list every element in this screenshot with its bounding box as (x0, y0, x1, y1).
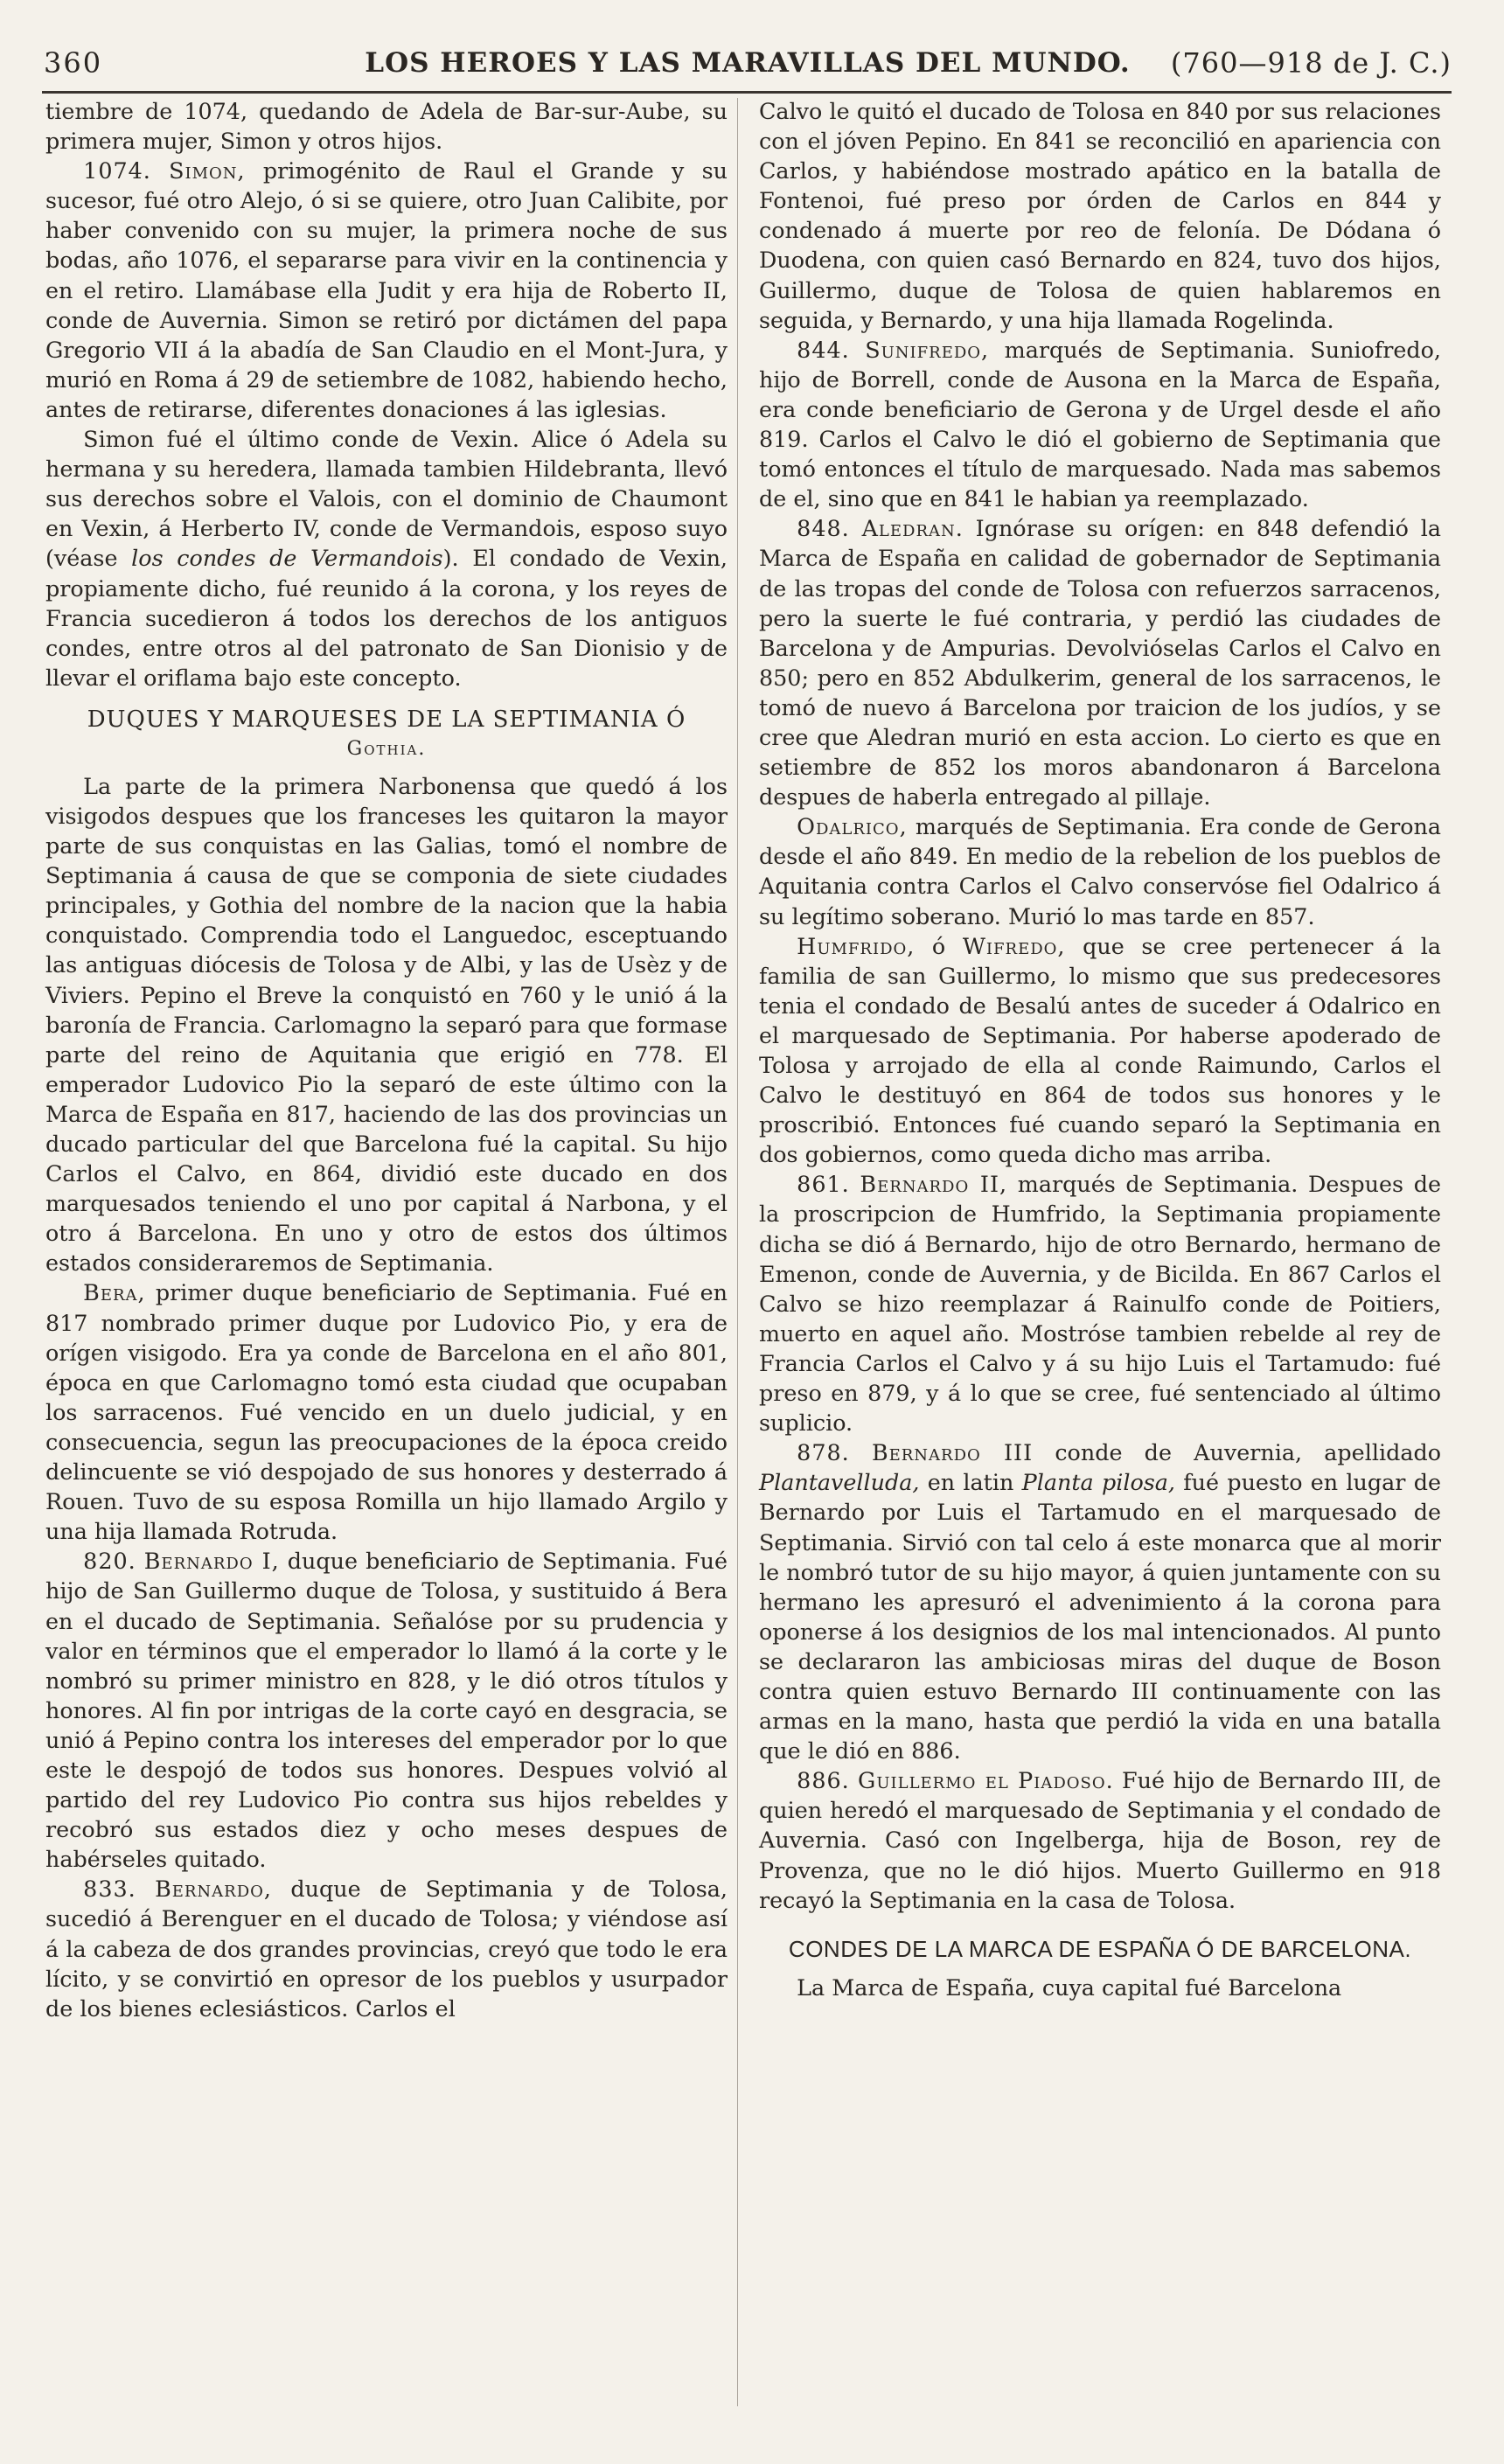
column-separator (737, 98, 738, 2406)
entry-text: duque de Septimania y de Tolosa, sucedió á Berenguer en el ducado de Tolosa; y viéndose así á la cabeza de dos grandes provincias, creyó que todo le era lícito, y se convirtió en opresor de los pueblos y usurpador de los bienes eclesiásticos. Carlos el (45, 1876, 728, 2022)
italic-term: Planta pilosa, (1021, 1469, 1175, 1496)
italic-reference: los condes de Vermandois (131, 545, 443, 572)
paragraph-text: Simon fué el último conde de Vexin. Alice ó Adela su hermana y su heredera, llamada tambien Hildebranta, llevó sus derechos sobre el Valois, con el dominio de Chaumont en Vexin, á Herberto IV, conde de Vermandois, esposo suyo (véase (45, 426, 728, 572)
entry-name: Odalrico, (797, 813, 908, 840)
section-title: DUQUES Y MARQUESES DE LA SEPTIMANIA Ó (87, 706, 686, 733)
entry-year: 833. (83, 1876, 136, 1903)
entry-text: Ignórase su orígen: en 848 defendió la Marca de España en calidad de gobernador de Septimania de las tropas del conde de Tolosa con refuerzos sarracenos, pero la suerte le fué contraria, y perdió las ciudades de Barcelona y de Ampurias. Devolvióselas Carlos el Calvo en 850; pero en 852 Abdulkerim, general de los sarracenos, le tomó de nuevo á Barcelona por traicion de los judíos, y se cree que Aledran murió en esta accion. Lo cierto es que en setiembre de 852 los moros abandonaron á Barcelona despues de haberla entregado al pillaje. (759, 515, 1441, 811)
entry-text: que se cree pertenecer á la familia de san Guillermo, lo mismo que sus predecesores tenia el condado de Besalú antes de suceder á Odalrico en el marquesado de Septimania. Por haberse apoderado de Tolosa y arrojado de ella al conde Raimundo, Carlos el Calvo le destituyó en 864 de todos sus honores y le proscribió. Entonces fué cuando separó la Septimania en dos gobiernos, como queda dicho mas arriba. (759, 932, 1441, 1168)
paragraph (759, 335, 1441, 514)
entry-year: 886. (797, 1767, 850, 1794)
paragraph-text: ). El condado de Vexin, propiamente dicho, fué reunido á la corona, y los reyes de Francia sucedieron á todos los derechos de los antiguos condes, entre otros al del patronato de San Dionisio y de llevar el oriflama bajo este concepto. (45, 545, 728, 691)
entry-year: 878. (797, 1439, 850, 1466)
paragraph: Calvo le quitó el ducado de Tolosa en 840 por sus relaciones con el jóven Pepino. En 841 se reconcilió en apariencia con Carlos, y habiéndose mostrado apático en la batalla de Fontenoi, fué preso por órden de Carlos en 844 y condenado á muerte por reo de felonía. De Dódana ó Duodena, con quien casó Bernardo en 824, tuvo dos hijos, Guillermo, duque de Tolosa de quien hablaremos en seguida, y Bernardo, y una hija llamada Rogelinda. (759, 98, 1441, 333)
paragraph (759, 931, 1441, 1170)
section-subtitle: Gothia. (346, 737, 427, 760)
entry-text: fué puesto en lugar de Bernardo por Luis el Tartamudo en el marquesado de Septimania. Sirvió con tal celo á este monarca que al morir le nombró tutor de su hijo mayor, á quien juntamente con su hermano les apresuró el advenimiento á la corona para oponerse á los designios de los mal intencionados. Al punto se declararon las ambiciosas miras del duque de Boson contra quien estuvo Bernardo III continuamente con las armas en la mano, hasta que perdió la vida en una batalla que le dió en 886. (759, 1469, 1441, 1764)
paragraph (759, 1765, 1441, 1914)
paragraph (759, 1437, 1441, 1765)
right-column (759, 96, 1441, 2002)
entry-text: marqués de Septimania. Suniofredo, hijo de Borrell, conde de Ausona en la Marca de España, era conde beneficiario de Gerona y de Urgel desde el año 819. Carlos el Calvo le dió el gobierno de Septimania que tomó entonces el título de marquesado. Nada mas sabemos de el, sino que en 841 le habian ya reemplazado. (759, 336, 1441, 512)
entry-text: ó (915, 932, 963, 959)
entry-year: 861. (797, 1171, 850, 1198)
date-range: (760—918 de J. C.) (1170, 46, 1452, 80)
entry-year: 820. (83, 1548, 136, 1575)
entry-year: 844. (797, 336, 850, 363)
entry-name: Bernardo III (871, 1439, 1034, 1466)
entry-text: primer duque beneficiario de Septimania. Fué en 817 nombrado primer duque por Ludovico Pio, y era de orígen visigodo. Era ya conde de Barcelona en el año 801, época en que Carlomagno tomó esta ciudad que ocupaban los sarracenos. Fué vencido en un duelo judicial, y en consecuencia, segun las preocupaciones de la época creido delincuente se vió despojado de sus honores y desterrado á Rouen. Tuvo de su esposa Romilla un hijo llamado Argilo y una hija llamada Rotruda. (45, 1279, 728, 1545)
entry-text: en latin (919, 1469, 1022, 1496)
entry-text: primogénito de Raul el Grande y su sucesor, fué otro Alejo, ó si se quiere, otro Juan Calibite, por haber convenido con su mujer, la primera noche de sus bodas, año 1076, el separarse para vivir en la continencia y en el retiro. Llamábase ella Judit y era hija de Roberto II, conde de Auvernia. Simon se retiró por dictámen del papa Gregorio VII á la abadía de San Claudio en el Mont-Jura, y murió en Roma á 29 de setiembre de 1082, habiendo hecho, antes de retirarse, diferentes donaciones á las iglesias. (45, 157, 728, 422)
entry-name: Bernardo II, (860, 1171, 1008, 1198)
entry-name: Bernardo I, (143, 1548, 280, 1575)
entry-text: conde de Auvernia, apellidado (1033, 1439, 1441, 1466)
entry-name: Humfrido, (797, 932, 916, 959)
section-heading: CONDES DE LA MARCA DE ESPAÑA Ó DE BARCELONA. (788, 1935, 1412, 1962)
running-title: LOS HEROES Y LAS MARAVILLAS DEL MUNDO. (365, 47, 1131, 79)
header-rule (42, 91, 1452, 94)
entry-name: Guillermo el Piadoso. (858, 1767, 1114, 1794)
entry-name: Aledran. (861, 515, 964, 542)
left-column (45, 96, 728, 2023)
entry-text: marqués de Septimania. Era conde de Gerona desde el año 849. En medio de la rebelion de los pueblos de Aquitania contra Carlos el Calvo conservóse fiel Odalrico á su legítimo soberano. Murió lo mas tarde en 857. (759, 813, 1441, 929)
entry-text: duque beneficiario de Septimania. Fué hijo de San Guillermo duque de Tolosa, y sustituido á Bera en el ducado de Septimania. Señalóse por su prudencia y valor en términos que el emperador lo llamó á la corte y le nombró su primer ministro en 828, y le dió otros títulos y honores. Al fin por intrigas de la corte cayó en desgracia, se unió á Pepino contra los intereses del emperador por lo que este le despojó de todos sus honores. Despues volvió al partido del rey Ludovico Pio contra sus hijos rebeldes y recobró sus estados diez y ocho meses despues de habérseles quitado. (45, 1548, 728, 1873)
page-header (44, 38, 1452, 87)
paragraph (45, 1546, 728, 1874)
paragraph: La Marca de España, cuya capital fué Barcelona (797, 1973, 1342, 2001)
paragraph (759, 811, 1441, 930)
italic-term: Plantavelluda, (759, 1469, 920, 1496)
entry-name: Bera, (83, 1279, 146, 1306)
paragraph (759, 1169, 1441, 1437)
paragraph (45, 424, 728, 693)
entry-name: Wifredo, (962, 932, 1066, 959)
entry-name: Sunifredo, (865, 336, 990, 363)
paragraph (45, 1874, 728, 2022)
entry-text: marqués de Septimania. Despues de la proscripcion de Humfrido, la Septimania propiamente dicha se dió á Bernardo, hijo de otro Bernardo, hermano de Emenon, conde de Auvernia, y de Bicilda. En 867 Carlos el Calvo se hizo reemplazar á Rainulfo conde de Poitiers, muerto en aquel año. Mostróse tambien rebelde al rey de Francia Carlos el Calvo y á su hijo Luis el Tartamudo: fué preso en 879, y á lo que se cree, fué sentenciado al último suplicio. (759, 1171, 1441, 1437)
paragraph: La parte de la primera Narbonensa que quedó á los visigodos despues que los franceses les quitaron la mayor parte de sus conquistas en las Galias, tomó el nombre de Septimania á causa de que se componia de siete ciudades principales, y Gothia del nombre de la nacion que la habia conquistado. Comprendia todo el Languedoc, esceptuando las antiguas diócesis de Tolosa y de Albi, y las de Usèz y de Viviers. Pepino el Breve la conquistó en 760 y le unió á la baronía de Francia. Carlomagno la separó para que formase parte del reino de Aquitania que erigió en 778. El emperador Ludovico Pio la separó de este último con la Marca de España en 817, haciendo de las dos provincias un ducado particular del que Barcelona fué la capital. Su hijo Carlos el Calvo, en 864, dividió este ducado en dos marquesados teniendo el uno por capital á Narbona, y el otro á Barcelona. En uno y otro de estos dos últimos estados consideraremos de Septimania. (45, 772, 728, 1277)
section-heading (45, 705, 728, 764)
entry-text: Fué hijo de Bernardo III, de quien heredó el marquesado de Septimania y el condado de Auvernia. Casó con Ingelberga, hija de Boson, rey de Provenza, que no le dió hijos. Muerto Guillermo en 918 recayó la Septimania en la casa de Tolosa. (759, 1767, 1441, 1913)
page-number: 360 (44, 46, 103, 80)
paragraph (45, 1277, 728, 1546)
entry-year: 848. (797, 515, 850, 542)
paragraph (759, 513, 1441, 811)
entry-year: 1074. (83, 157, 151, 184)
entry-name: Simon, (169, 157, 246, 184)
paragraph (45, 156, 728, 424)
entry-name: Bernardo, (155, 1876, 272, 1903)
paragraph: tiembre de 1074, quedando de Adela de Bar-sur-Aube, su primera mujer, Simon y otros hijos. (45, 98, 728, 155)
